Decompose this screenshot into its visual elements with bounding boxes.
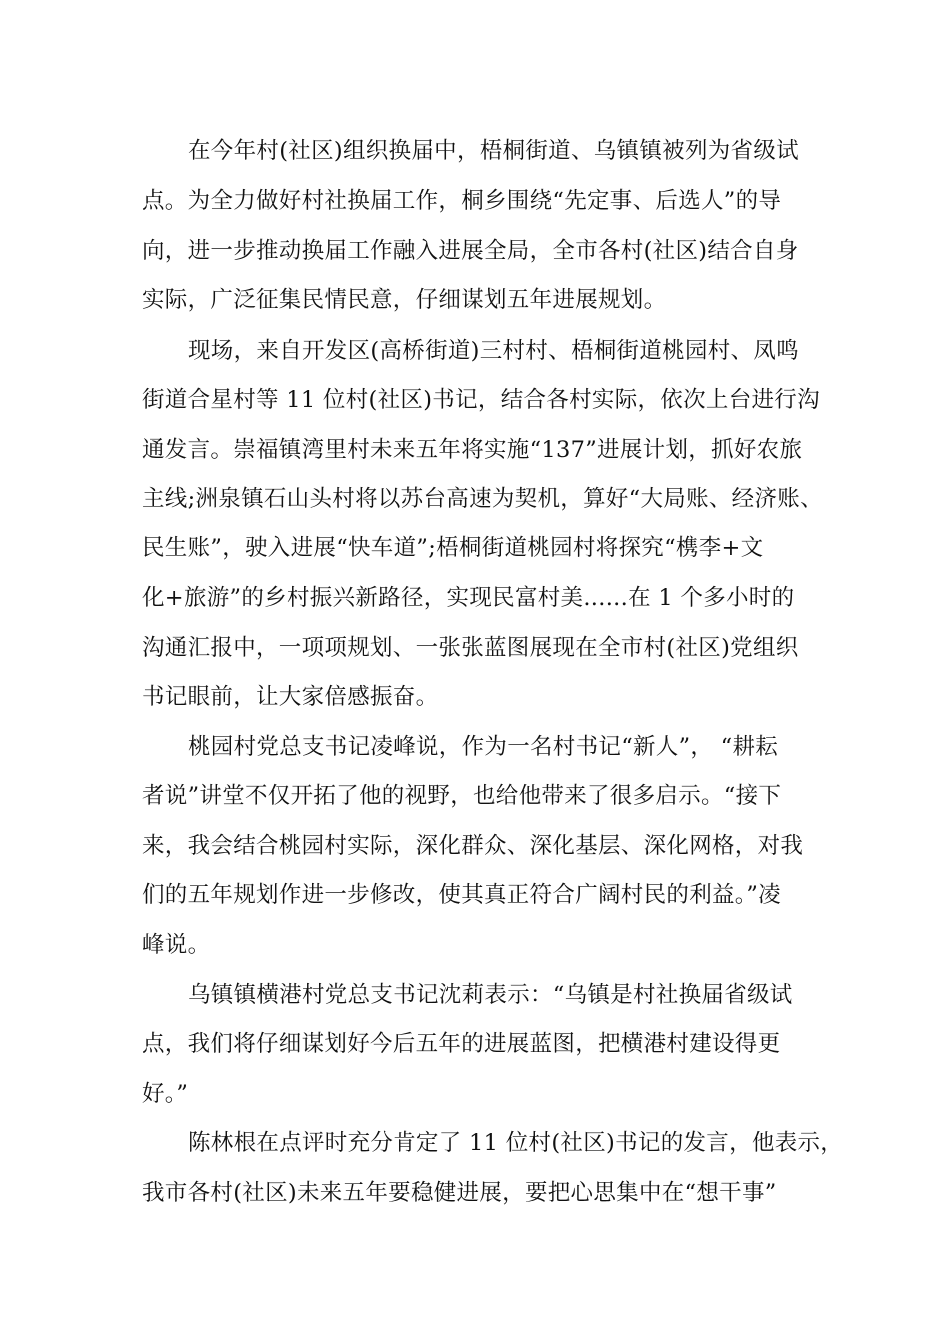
paragraph-2-line-7: 沟通汇报中，一项项规划、一张张蓝图展现在全市村(社区)党组织	[142, 635, 799, 661]
paragraph-1-line-1: 在今年村(社区)组织换届中，梧桐街道、乌镇镇被列为省级试	[188, 138, 799, 164]
paragraph-3-line-2: 者说”讲堂不仅开拓了他的视野，也给他带来了很多启示。“接下	[142, 783, 782, 809]
paragraph-1-line-3: 向，进一步推动换届工作融入进展全局，全市各村(社区)结合自身	[142, 238, 799, 264]
paragraph-1-line-2: 点。为全力做好村社换届工作，桐乡围绕“先定事、后选人”的导	[142, 188, 782, 214]
paragraph-3-line-3: 来，我会结合桃园村实际，深化群众、深化基层、深化网格，对我	[142, 833, 804, 859]
paragraph-2-line-2: 街道合星村等 11 位村(社区)书记，结合各村实际，依次上台进行沟	[142, 387, 820, 413]
paragraph-4-line-1: 乌镇镇横港村党总支书记沈莉表示：“乌镇是村社换届省级试	[188, 982, 793, 1008]
paragraph-3-line-4: 们的五年规划作进一步修改，使其真正符合广阔村民的利益。”凌	[142, 882, 781, 908]
paragraph-2-line-4: 主线;洲泉镇石山头村将以苏台高速为契机，算好“大局账、经济账、	[142, 486, 823, 512]
paragraph-5-line-2: 我市各村(社区)未来五年要稳健进展，要把心思集中在“想干事”	[142, 1180, 777, 1206]
paragraph-1-line-4: 实际，广泛征集民情民意，仔细谋划五年进展规划。	[142, 287, 667, 313]
paragraph-2-line-5: 民生账”，驶入进展“快车道”;梧桐街道桃园村将探究“槜李+文	[142, 535, 764, 561]
paragraph-5-line-1: 陈林根在点评时充分肯定了 11 位村(社区)书记的发言，他表示，	[188, 1130, 844, 1156]
paragraph-2-line-1: 现场，来自开发区(高桥街道)三村村、梧桐街道桃园村、凤鸣	[188, 338, 799, 364]
paragraph-2-line-8: 书记眼前，让大家倍感振奋。	[142, 684, 439, 710]
paragraph-3-line-5: 峰说。	[142, 932, 211, 958]
paragraph-2-line-6: 化+旅游”的乡村振兴新路径，实现民富村美......在 1 个多小时的	[142, 585, 795, 611]
paragraph-4-line-3: 好。”	[142, 1081, 189, 1107]
paragraph-4-line-2: 点，我们将仔细谋划好今后五年的进展蓝图，把横港村建设得更	[142, 1031, 781, 1057]
paragraph-3-line-1: 桃园村党总支书记凌峰说，作为一名村书记“新人”， “耕耘	[188, 734, 779, 760]
paragraph-2-line-3: 通发言。崇福镇湾里村未来五年将实施“137”进展计划，抓好农旅	[142, 437, 803, 463]
